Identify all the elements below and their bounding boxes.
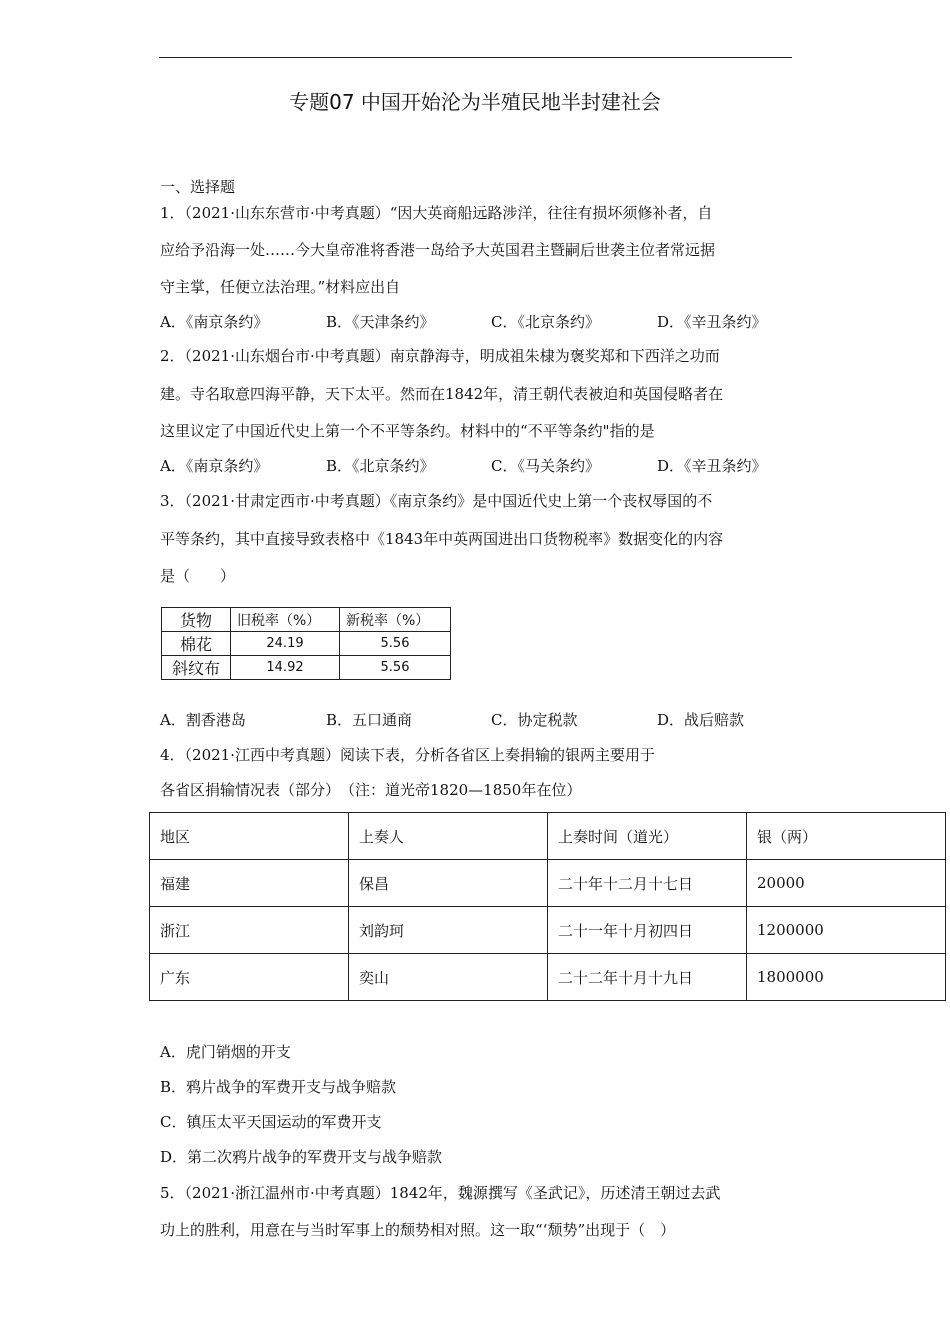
table-row (150, 954, 946, 1001)
table-cell: 5.56 (340, 656, 451, 680)
table-cell: 刘韵珂 (349, 907, 548, 954)
q3-line-1: 3．（2021·甘肃定西市·中考真题）《南京条约》是中国近代史上第一个丧权辱国的不 (160, 492, 713, 510)
table-header-cell: 地区 (150, 813, 349, 860)
table-cell: 斜纹布 (162, 656, 231, 680)
table-row (150, 860, 946, 907)
table-cell: 1200000 (747, 907, 946, 954)
table-header-row (162, 608, 451, 632)
q2-option-c: C．《马关条约》 (491, 457, 600, 475)
table-header-cell: 货物 (162, 608, 231, 632)
q5-line-2: 功上的胜利，用意在与当时军事上的颓势相对照。这一取“‘颓势”出现于（ ） (160, 1221, 676, 1239)
table-cell: 奕山 (349, 954, 548, 1001)
q4-line-2: 各省区捐输情况表（部分） （注：道光帝1820—1850年在位） (160, 781, 582, 799)
page-title: 专题07 中国开始沦为半殖民地半封建社会 (289, 90, 661, 114)
q3-line-3: 是（ ） (160, 567, 236, 585)
donation-table (149, 812, 946, 1001)
table-header-cell: 上奏时间（道光） (548, 813, 747, 860)
q2-option-d: D．《辛丑条约》 (657, 457, 767, 475)
table-header-cell: 旧税率（%） (231, 608, 340, 632)
q5-line-1: 5．（2021·浙江温州市·中考真题）1842年，魏源撰写《圣武记》，历述清王朝过去武 (160, 1184, 721, 1202)
q1-line-1: 1．（2021·山东东营市·中考真题）“因大英商船远路涉洋，往往有损坏须修补者，自 (160, 204, 713, 222)
table-row (162, 656, 451, 680)
q2-line-2: 建。寺名取意四海平静，天下太平。然而在1842年，清王朝代表被迫和英国侵略者在 (160, 385, 724, 403)
q3-option-b: B．五口通商 (326, 711, 413, 729)
q3-line-2: 平等条约，其中直接导致表格中《1843年中英两国进出口货物税率》数据变化的内容 (160, 530, 724, 548)
q2-line-3: 这里议定了中国近代史上第一个不平等条约。材料中的“不平等条约"指的是 (160, 422, 655, 440)
table-cell: 二十二年十月十九日 (548, 954, 747, 1001)
q1-option-d: D．《辛丑条约》 (657, 313, 767, 331)
q4-option-b: B．鸦片战争的军费开支与战争赔款 (160, 1078, 397, 1096)
table-row (150, 907, 946, 954)
q1-line-3: 守主掌，任便立法治理。”材料应出自 (160, 278, 401, 296)
q1-option-a: A．《南京条约》 (160, 313, 269, 331)
table-cell: 5.56 (340, 632, 451, 656)
q2-option-b: B．《北京条约》 (326, 457, 435, 475)
table-cell: 14.92 (231, 656, 340, 680)
table-cell: 广东 (150, 954, 349, 1001)
table-cell: 1800000 (747, 954, 946, 1001)
q3-option-a: A．割香港岛 (160, 711, 246, 729)
table-cell: 棉花 (162, 632, 231, 656)
q4-option-d: D．第二次鸦片战争的军费开支与战争赔款 (160, 1148, 443, 1166)
table-cell: 保昌 (349, 860, 548, 907)
q1-option-b: B．《天津条约》 (326, 313, 435, 331)
q1-option-c: C．《北京条约》 (491, 313, 600, 331)
table-cell: 福建 (150, 860, 349, 907)
table-header-cell: 上奏人 (349, 813, 548, 860)
table-cell: 二十一年十月初四日 (548, 907, 747, 954)
table-cell: 二十年十二月十七日 (548, 860, 747, 907)
table-header-cell: 银（两） (747, 813, 946, 860)
table-cell: 浙江 (150, 907, 349, 954)
q3-option-d: D．战后赔款 (657, 711, 745, 729)
table-cell: 20000 (747, 860, 946, 907)
q4-option-c: C．镇压太平天国运动的军费开支 (160, 1113, 382, 1131)
header-rule (159, 57, 792, 58)
tax-rate-table (161, 607, 451, 680)
table-cell: 24.19 (231, 632, 340, 656)
table-header-cell: 新税率（%） (340, 608, 451, 632)
q2-option-a: A．《南京条约》 (160, 457, 269, 475)
q4-line-1: 4．（2021·江西中考真题）阅读下表，分析各省区上奏捐输的银两主要用于 (160, 746, 655, 764)
q4-option-a: A．虎门销烟的开支 (160, 1043, 291, 1061)
table-header-row (150, 813, 946, 860)
q3-option-c: C．协定税款 (491, 711, 578, 729)
q1-line-2: 应给予沿海一处……今大皇帝准将香港一岛给予大英国君主暨嗣后世袭主位者常远据 (160, 241, 716, 259)
table-row (162, 632, 451, 656)
section-heading: 一、选择题 (160, 178, 236, 196)
q2-line-1: 2．（2021·山东烟台市·中考真题）南京静海寺，明成祖朱棣为褒奖郑和下西洋之功而 (160, 347, 720, 365)
